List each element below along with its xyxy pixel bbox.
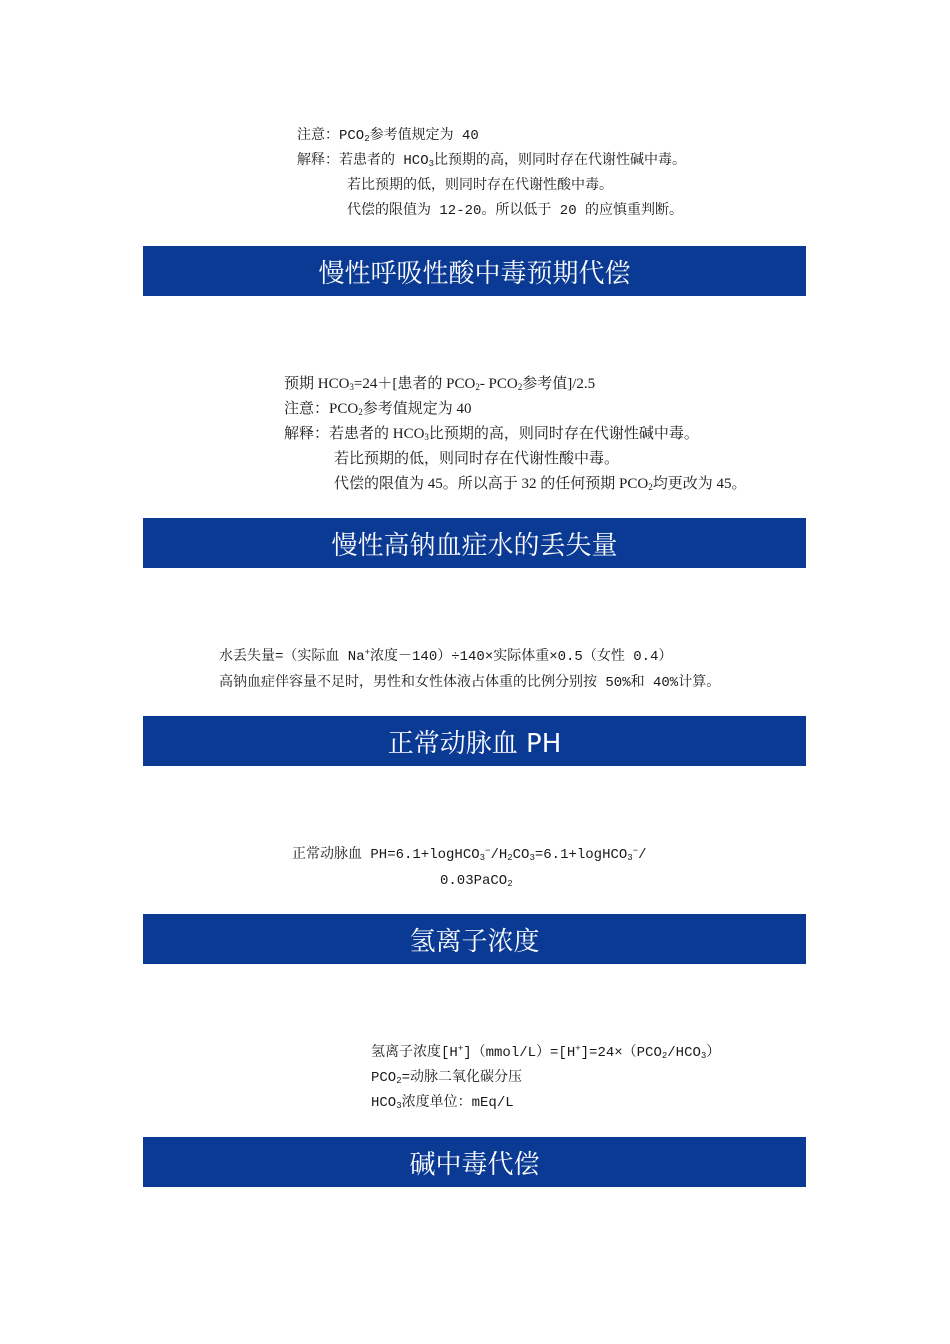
- note-line: 高钠血症伴容量不足时，男性和女性体液占体重的比例分别按 50%和 40%计算。: [219, 675, 721, 691]
- explanation-line: 解释：若患者的 $HCO_3$比预期的高，则同时存在代谢性碱中毒。: [297, 153, 687, 169]
- limit-line: 代偿的限值为 45。所以高于 32 的任何预期 $PCO_2$均更改为 45。: [334, 476, 747, 492]
- definition-line: $PCO_2=$动脉二氧化碳分压: [371, 1070, 523, 1086]
- explanation-line: 解释：若患者的 $HCO_3$比预期的高，则同时存在代谢性碱中毒。: [284, 426, 699, 442]
- section-header-hydrogen-ion-concentration: [143, 914, 806, 964]
- formula-line: 氢离子浓度$[H^+](mmol/L)=[H^+]=24\times(PCO_2/HCO_3)$: [371, 1044, 721, 1061]
- explanation-line-2: 若比预期的低，则同时存在代谢性酸中毒。: [347, 178, 613, 194]
- formula-line: 水丢失量=（实际血 Na+浓度－140）÷140×实际体重×0.5（女性 0.4）: [219, 648, 673, 665]
- section-header-alkalosis-compensation: [143, 1137, 806, 1187]
- note-line: 注意：$PCO_2$参考值规定为 40: [297, 128, 479, 144]
- section-header-title: 氢离子浓度: [409, 926, 540, 957]
- section-header-title: 慢性高钠血症水的丢失量: [331, 530, 618, 561]
- section-header-title: 正常动脉血 PH: [387, 728, 562, 759]
- limit-line: 代偿的限值为 12-20。所以低于 20 的应慎重判断。: [347, 203, 684, 219]
- formula-line: 正常动脉血 $PH=6.1+logHCO_3^-/H_2CO_3=6.1+logHCO_3^-/$: [292, 846, 647, 863]
- formula-line: 预期 $HCO_3=24+$[患者的 $PCO_2-$ $PCO_2$参考值]/2.5: [284, 376, 596, 392]
- section-header-title: 碱中毒代偿: [409, 1149, 540, 1180]
- explanation-line-2: 若比预期的低，则同时存在代谢性酸中毒。: [334, 451, 620, 467]
- section-header-title: 慢性呼吸性酸中毒预期代偿: [318, 258, 631, 289]
- section-header-normal-arterial-ph: [143, 716, 806, 766]
- formula-line-2: 0.03PaCO$_2$: [440, 873, 513, 889]
- section-header-chronic-respiratory-acidosis: [143, 246, 806, 296]
- unit-line: $HCO_3$浓度单位：mEq/L: [371, 1095, 514, 1111]
- section-header-hypernatremia-water-loss: [143, 518, 806, 568]
- note-line: 注意：$PCO_2$参考值规定为 40: [284, 401, 472, 417]
